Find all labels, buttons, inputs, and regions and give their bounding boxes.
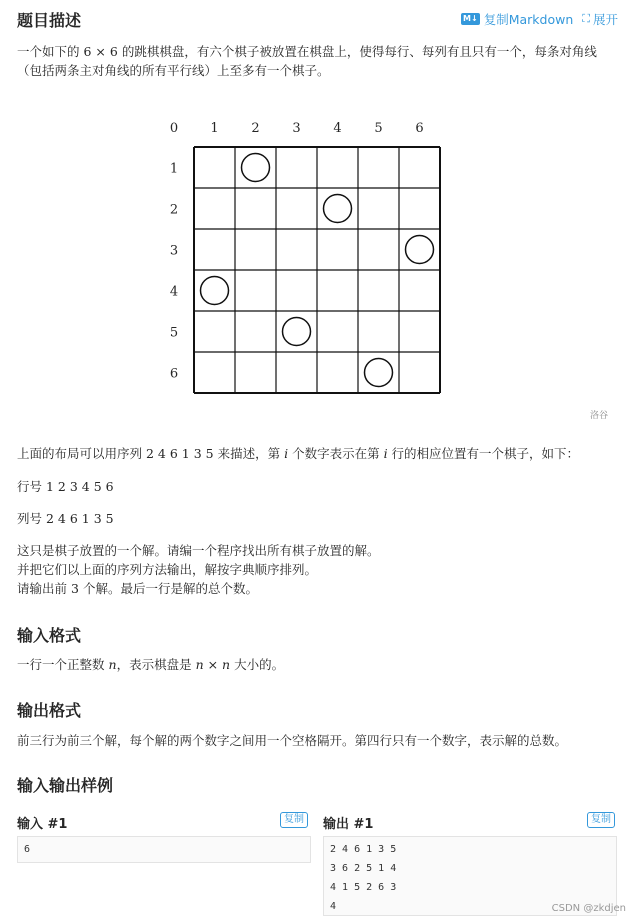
- task-line-3: 请输出前 3 个解。最后一行是解的总个数。: [17, 581, 258, 596]
- input-format-text: 一行一个正整数 n，表示棋盘是 n × n 大小的。: [17, 657, 285, 672]
- intro-line-1: 一个如下的 6 × 6 的跳棋棋盘，有六个棋子被放置在棋盘上，使得每行、每列有且只有一个，每条对角线: [17, 44, 597, 59]
- col-numbers-math: 2 4 6 1 3 5: [46, 511, 114, 526]
- markdown-icon: M↓: [463, 14, 478, 23]
- copy-markdown-button[interactable]: [461, 10, 573, 28]
- column-label: 3: [292, 121, 301, 136]
- row-label: 1: [169, 161, 179, 177]
- chess-piece: [242, 154, 270, 182]
- chess-piece: [365, 359, 393, 387]
- output-format-text: 前三行为前三个解，每个解的两个数字之间用一个空格隔开。第四行只有一个数字，表示解的总数。: [17, 733, 568, 748]
- sample-output-line: 4 1 5 2 6 3: [330, 882, 397, 893]
- toolbar: [461, 10, 618, 28]
- column-label: 2: [251, 121, 260, 136]
- sample-output-line: 2 4 6 1 3 5: [330, 844, 397, 855]
- column-label: 1: [210, 121, 219, 136]
- row-label: 6: [169, 366, 179, 382]
- sequence-math: 2 4 6 1 3 5: [146, 446, 214, 461]
- sample-input-line: 6: [24, 844, 31, 855]
- row-numbers-math: 1 2 3 4 5 6: [46, 479, 114, 494]
- column-label: 6: [415, 121, 424, 136]
- task-line-1: 这只是棋子放置的一个解。请编一个程序找出所有棋子放置的解。: [17, 543, 380, 558]
- row-label: 2: [169, 202, 179, 218]
- row-numbers-line: 行号 1 2 3 4 5 6: [17, 479, 114, 494]
- expand-button[interactable]: [573, 10, 618, 28]
- image-credit: 洛谷: [589, 411, 608, 421]
- intro-paragraph: [17, 42, 617, 80]
- col-numbers-line: 列号 2 4 6 1 3 5: [17, 511, 114, 526]
- column-label: 4: [333, 121, 342, 136]
- chess-piece: [324, 195, 352, 223]
- expand-label: 展开: [592, 12, 618, 27]
- copy-input-button[interactable]: 复制: [280, 812, 308, 828]
- intro-line-2: （包括两条主对角线的所有平行线）上至多有一个棋子。: [17, 63, 330, 78]
- expand-icon: ⛶: [582, 12, 590, 25]
- copy-markdown-label: 复制Markdown: [483, 12, 574, 27]
- sample-output-line: 4: [330, 901, 337, 912]
- section-title-description: 题目描述: [17, 11, 82, 30]
- section-title-output-format: 输出格式: [17, 701, 82, 720]
- sample-output-label: 输出 #1: [323, 817, 374, 832]
- board-size-math: 6 × 6: [83, 44, 118, 59]
- column-label: 5: [374, 121, 383, 136]
- csdn-watermark: CSDN @zkdjen: [551, 903, 626, 914]
- chess-piece: [406, 236, 434, 264]
- board-figure: [0, 112, 632, 422]
- task-line-2: 并把它们以上面的序列方法输出，解按字典顺序排列。: [17, 562, 318, 577]
- section-title-input-format: 输入格式: [17, 626, 82, 645]
- sequence-description: 上面的布局可以用序列 2 4 6 1 3 5 来描述，第 i 个数字表示在第 i 行的相应位置有一个棋子，如下：: [17, 446, 580, 461]
- chess-piece: [201, 277, 229, 305]
- row-label: 4: [169, 284, 179, 300]
- board-svg: [0, 112, 632, 412]
- row-label: 5: [169, 325, 179, 341]
- section-title-samples: 输入输出样例: [17, 776, 114, 795]
- copy-output-button[interactable]: 复制: [587, 812, 615, 828]
- sample-output-line: 3 6 2 5 1 4: [330, 863, 397, 874]
- row-label: 3: [169, 243, 179, 259]
- chess-piece: [283, 318, 311, 346]
- column-label: 0: [169, 121, 179, 136]
- task-paragraph: [17, 541, 617, 598]
- sample-input-label: 输入 #1: [17, 817, 68, 832]
- sample-input-box[interactable]: [17, 836, 311, 863]
